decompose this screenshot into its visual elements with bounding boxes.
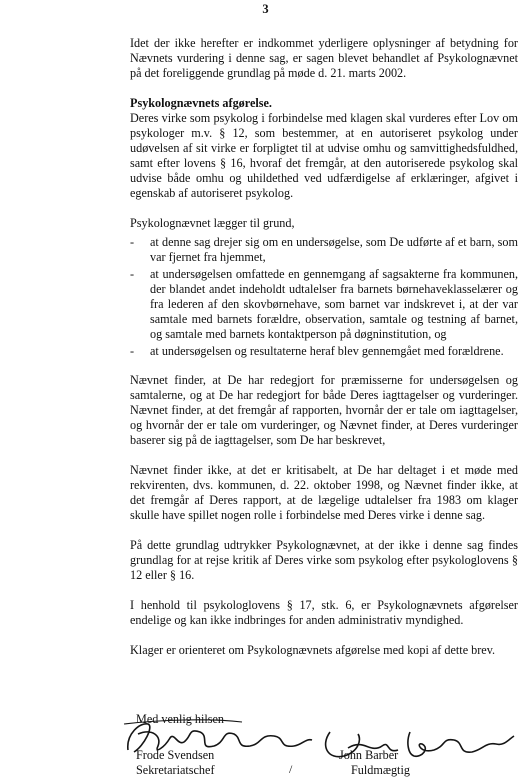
paragraph-notification: Klager er orienteret om Psykolognævnets afgørelse med kopi af dette brev. (130, 643, 496, 657)
paragraph-findings: Nævnet finder, at De har redegjort for præmisserne for undersøgelsen og samtalerne, og at De har redegjort for både Deres iagttagelser og vurderinger. Nævnet finder, at det fremgår af rapporten, hvornår der er tale om iagttagelser, og hvornår der er tale om vurderinger, og Nævnet finder, at Deres vurderinger baserer sig på de iagttagelser, som De har beskrevet, (130, 373, 518, 447)
letter-body (130, 36, 518, 673)
decision-section (130, 96, 518, 201)
signature-block (0, 712, 531, 780)
paragraph-grounds-intro: Psykolognævnet lægger til grund, (130, 216, 295, 230)
paragraph-legal-basis: Deres virke som psykolog i forbindelse med klagen skal vurderes efter Lov om psykologer m.v. § 12, som bestemmer, at en autoriseret psykolog under udøvelsen af sit virke er forpligtet til at udvise omhu og samvittighedsfuldhed, samt efter lovens § 16, hvoraf det fremgår, at den autoriserede psykolog skal udvise både omhu og uhildethed ved udfærdigelse af erklæringer, afgivet i egenskab af autoriseret psykolog. (130, 111, 518, 200)
paragraph-conclusion: På dette grundlag udtrykker Psykolognævnet, at der ikke i denne sag findes grundlag for at rejse kritik af Deres virke som psykolog efter psykologlovens § 12 eller § 16. (130, 538, 518, 582)
closing-greeting: Med venlig hilsen (136, 712, 225, 726)
paragraph-intro: Idet der ikke herefter er indkommet yderligere oplysninger af betydning for Nævnets vurdering i denne sag, er sagen blevet behandlet af Psykolognævnet på det foreliggende grundlag på møde d. 21. marts 2002. (130, 36, 518, 80)
signatory-1 (136, 748, 215, 778)
paragraph-appeal: I henhold til psykologlovens § 17, stk. 6, er Psykolognævnets afgørelser endelige og kan ikke indbringes for anden administrativ myndighed. (130, 598, 518, 627)
page-number: 3 (262, 2, 269, 16)
paragraph-meeting: Nævnet finder ikke, at det er kritisabelt, at De har deltaget i et møde med rekvirenten, dvs. kommunen, d. 22. oktober 1998, og Nævnet finder ikke, at det fremgår af Deres rapport, at de lægelige udtalelser fra 1983 om klager skulle have spillet nogen rolle i forbindelse med Deres virke i denne sag. (130, 463, 518, 522)
signatory-title: Fuldmægtig (351, 763, 410, 777)
list-item: - at denne sag drejer sig om en undersøgelse, som De udførte af et barn, som var fjernet fra hjemmet, (130, 235, 518, 265)
list-item: - at undersøgelsen og resultaterne heraf blev gennemgået med forældrene. (130, 344, 518, 359)
grounds-list (130, 235, 518, 359)
signatory-name: John Barber (339, 748, 399, 762)
section-heading: Psykolognævnets afgørelse. (130, 96, 272, 110)
list-item: - at undersøgelsen omfattede en gennemgang af sagsakterne fra kommunen, der blandet andet indeholdt udtalelser fra barnets børnehaveklasselærer og fra lederen af den skovbørnehave, som barnet var indskrevet i, at der var samtale med barnets forældre, observation, samtale og testning af barnet, og samtale med barnets kontaktperson på døgninstitution, og (130, 267, 518, 342)
signatory-title: Sekretariatschef (136, 763, 215, 777)
signatory-name: Frode Svendsen (136, 748, 215, 762)
separator-mark: / (289, 762, 293, 776)
signatory-2 (339, 748, 410, 778)
